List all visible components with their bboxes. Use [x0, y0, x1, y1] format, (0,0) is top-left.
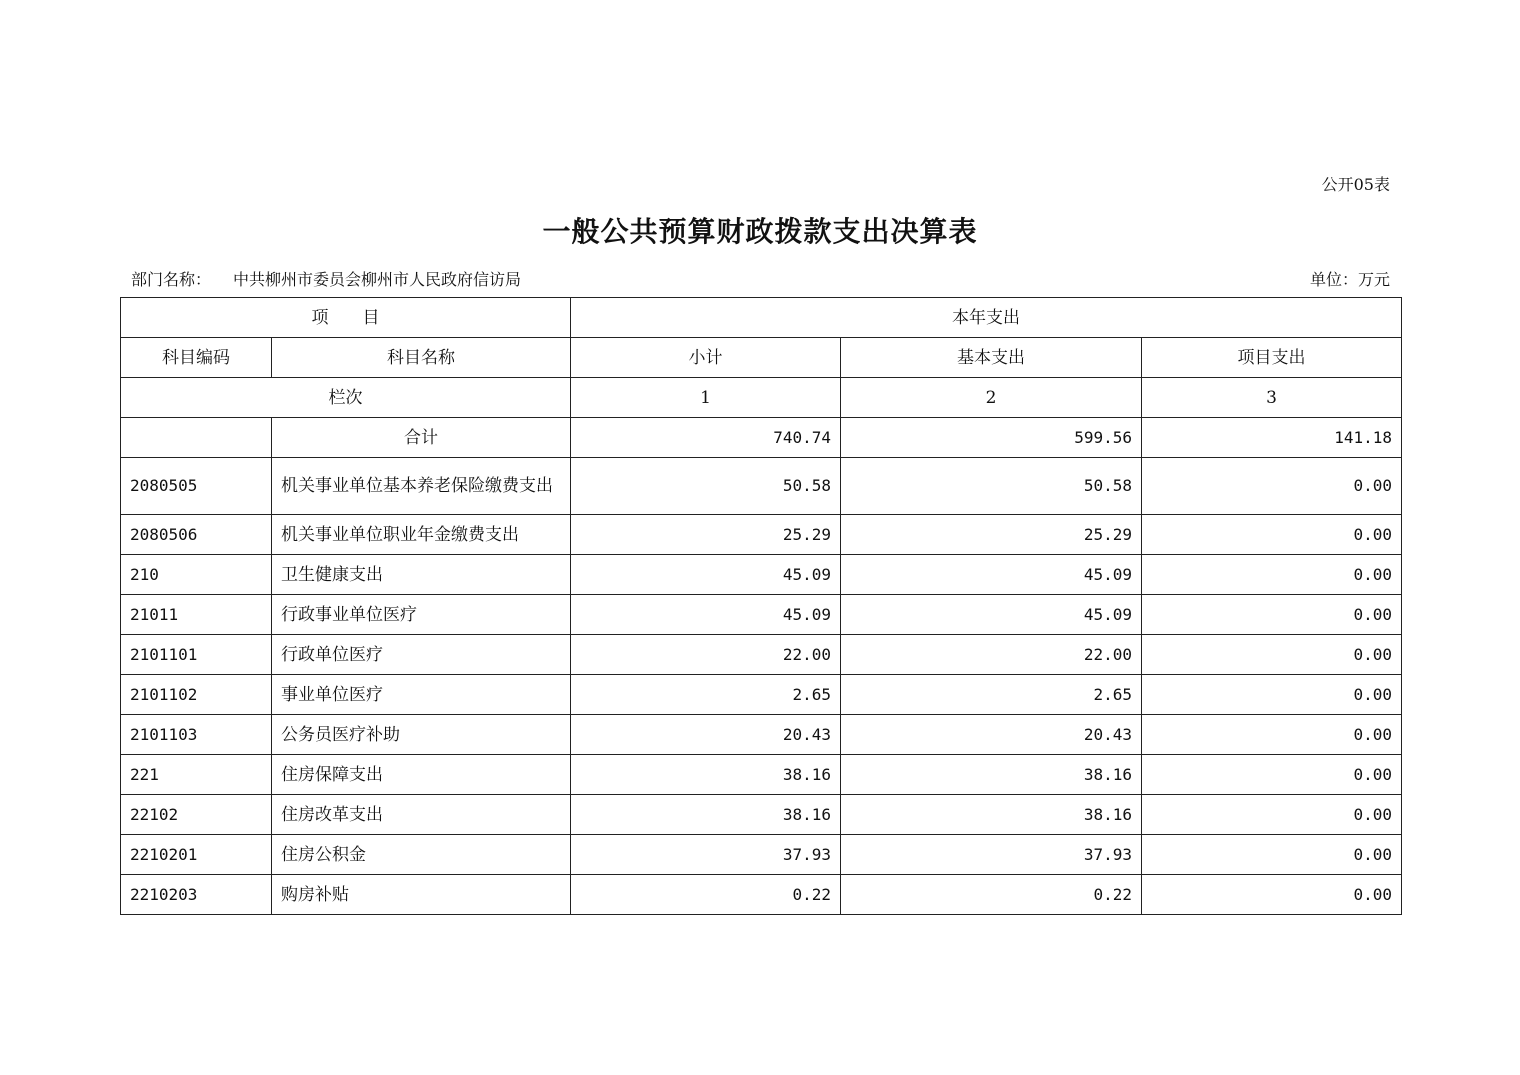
row-name: 机关事业单位基本养老保险缴费支出 [272, 458, 571, 515]
row-code: 2101102 [121, 675, 272, 715]
row-name: 行政事业单位医疗 [272, 595, 571, 635]
row-name: 机关事业单位职业年金缴费支出 [272, 515, 571, 555]
row-project: 0.00 [1142, 755, 1402, 795]
row-basic: 50.58 [841, 458, 1142, 515]
row-name: 公务员医疗补助 [272, 715, 571, 755]
table-row [121, 555, 1402, 595]
total-basic: 599.56 [841, 418, 1142, 458]
row-name: 卫生健康支出 [272, 555, 571, 595]
row-name: 住房保障支出 [272, 755, 571, 795]
row-subtotal: 25.29 [571, 515, 841, 555]
row-name: 行政单位医疗 [272, 635, 571, 675]
table-body [121, 298, 1402, 915]
row-name: 住房改革支出 [272, 795, 571, 835]
row-project: 0.00 [1142, 515, 1402, 555]
row-code: 2101103 [121, 715, 272, 755]
header-code: 科目编码 [121, 338, 272, 378]
table-row [121, 515, 1402, 555]
header-name: 科目名称 [272, 338, 571, 378]
row-project: 0.00 [1142, 635, 1402, 675]
row-basic: 2.65 [841, 675, 1142, 715]
table-row [121, 715, 1402, 755]
table-row [121, 755, 1402, 795]
row-name: 事业单位医疗 [272, 675, 571, 715]
row-basic: 45.09 [841, 595, 1142, 635]
row-subtotal: 37.93 [571, 835, 841, 875]
column-index-3: 3 [1142, 378, 1402, 418]
row-code: 21011 [121, 595, 272, 635]
table-row [121, 458, 1402, 515]
header-basic: 基本支出 [841, 338, 1142, 378]
row-project: 0.00 [1142, 555, 1402, 595]
row-subtotal: 38.16 [571, 755, 841, 795]
total-subtotal: 740.74 [571, 418, 841, 458]
row-code: 2080506 [121, 515, 272, 555]
row-code: 2210201 [121, 835, 272, 875]
row-code: 210 [121, 555, 272, 595]
row-subtotal: 50.58 [571, 458, 841, 515]
row-code: 2101101 [121, 635, 272, 675]
unit-label: 单位：万元 [1309, 270, 1390, 289]
total-project: 141.18 [1142, 418, 1402, 458]
row-code: 221 [121, 755, 272, 795]
table-row [121, 675, 1402, 715]
row-project: 0.00 [1142, 795, 1402, 835]
row-subtotal: 2.65 [571, 675, 841, 715]
row-basic: 37.93 [841, 835, 1142, 875]
header-subtotal: 小计 [571, 338, 841, 378]
header-project: 项目支出 [1142, 338, 1402, 378]
total-row [121, 418, 1402, 458]
row-subtotal: 45.09 [571, 595, 841, 635]
table-row [121, 635, 1402, 675]
row-basic: 0.22 [841, 875, 1142, 915]
department-info [131, 267, 521, 290]
row-basic: 38.16 [841, 755, 1142, 795]
row-code: 2080505 [121, 458, 272, 515]
header-row-1 [121, 298, 1402, 338]
row-project: 0.00 [1142, 595, 1402, 635]
row-code: 22102 [121, 795, 272, 835]
row-name: 住房公积金 [272, 835, 571, 875]
total-label: 合计 [272, 418, 571, 458]
table-row [121, 835, 1402, 875]
row-code: 2210203 [121, 875, 272, 915]
header-item: 项 目 [121, 298, 571, 338]
row-basic: 25.29 [841, 515, 1142, 555]
column-index-1: 1 [571, 378, 841, 418]
table-row [121, 875, 1402, 915]
expenditure-table [120, 297, 1402, 915]
page-title: 一般公共预算财政拨款支出决算表 [542, 215, 978, 248]
header-row-2 [121, 338, 1402, 378]
table-row [121, 595, 1402, 635]
row-project: 0.00 [1142, 675, 1402, 715]
department-label: 部门名称： [131, 270, 212, 289]
column-index-row [121, 378, 1402, 418]
row-basic: 20.43 [841, 715, 1142, 755]
row-basic: 38.16 [841, 795, 1142, 835]
row-basic: 22.00 [841, 635, 1142, 675]
table-number: 公开05表 [1321, 175, 1390, 194]
row-subtotal: 22.00 [571, 635, 841, 675]
header-current-year: 本年支出 [571, 298, 1402, 338]
row-subtotal: 20.43 [571, 715, 841, 755]
total-code-cell [121, 418, 272, 458]
row-basic: 45.09 [841, 555, 1142, 595]
column-index-2: 2 [841, 378, 1142, 418]
row-subtotal: 45.09 [571, 555, 841, 595]
row-project: 0.00 [1142, 715, 1402, 755]
row-project: 0.00 [1142, 835, 1402, 875]
department-name: 中共柳州市委员会柳州市人民政府信访局 [233, 270, 522, 289]
row-project: 0.00 [1142, 458, 1402, 515]
column-index-label: 栏次 [121, 378, 571, 418]
row-subtotal: 0.22 [571, 875, 841, 915]
row-name: 购房补贴 [272, 875, 571, 915]
table-row [121, 795, 1402, 835]
row-project: 0.00 [1142, 875, 1402, 915]
row-subtotal: 38.16 [571, 795, 841, 835]
